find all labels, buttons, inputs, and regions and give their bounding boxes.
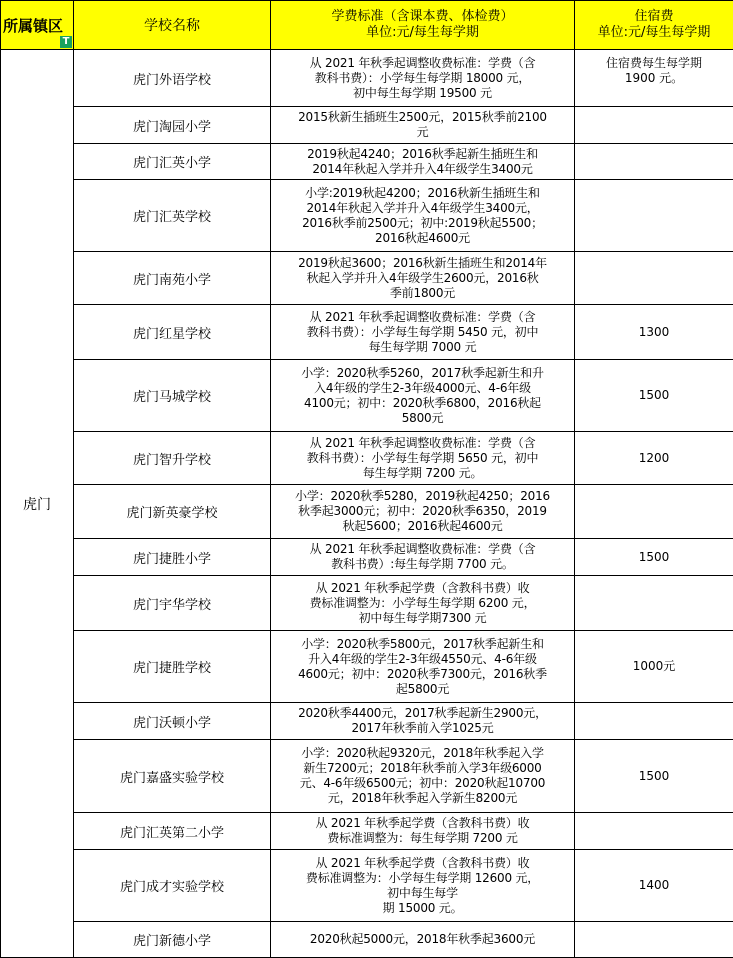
table-row — [1, 631, 733, 703]
school-name: 虎门外语学校 — [74, 50, 271, 107]
board-cell — [575, 703, 733, 740]
table-row — [1, 305, 733, 360]
table-row — [1, 922, 733, 958]
header-town: 所属镇区 T — [1, 1, 74, 50]
school-name: 虎门淘园小学 — [74, 107, 271, 144]
fee-cell: 从 2021 年秋季起学费（含教科书费）收 费标准调整为：小学每生每学期 6200 元， 初中每生每学期7300 元 — [271, 576, 575, 631]
table-row — [1, 740, 733, 813]
school-name: 虎门汇英第二小学 — [74, 813, 271, 850]
school-name: 虎门红星学校 — [74, 305, 271, 360]
school-name: 虎门宇华学校 — [74, 576, 271, 631]
school-name: 虎门捷胜学校 — [74, 631, 271, 703]
board-cell — [575, 922, 733, 958]
school-name: 虎门汇英小学 — [74, 144, 271, 180]
header-school: 学校名称 — [74, 1, 271, 50]
board-cell: 1500 — [575, 740, 733, 813]
table-row — [1, 252, 733, 305]
table-row — [1, 539, 733, 576]
fee-cell: 从 2021 年秋季起调整收费标准：学费（含 教科书费）:每生每学期 7700 元。 — [271, 539, 575, 576]
table-row — [1, 50, 733, 107]
board-cell: 1300 — [575, 305, 733, 360]
school-name: 虎门捷胜小学 — [74, 539, 271, 576]
school-name: 虎门汇英学校 — [74, 180, 271, 252]
town-cell: 虎门 — [1, 50, 74, 958]
fee-cell: 小学:2019秋起4200；2016秋新生插班生和 2014年秋起入学并升入4年级学生3400元， 2016秋季前2500元；初中:2019秋起5500； 2016秋起4600元 — [271, 180, 575, 252]
board-cell — [575, 252, 733, 305]
fee-cell: 小学：2020秋起9320元，2018年秋季起入学 新生7200元；2018年秋季前入学3年级6000 元、4-6年级6500元；初中：2020秋起10700 元，2018年秋季起入学新生8200元 — [271, 740, 575, 813]
fee-cell: 2015秋新生插班生2500元，2015秋季前2100 元 — [271, 107, 575, 144]
board-cell — [575, 107, 733, 144]
school-name: 虎门新英豪学校 — [74, 485, 271, 539]
table-row — [1, 576, 733, 631]
fee-cell: 小学：2020秋季5800元，2017秋季起新生和 升入4年级的学生2-3年级4550元、4-6年级 4600元；初中：2020秋季7300元，2016秋季 起5800元 — [271, 631, 575, 703]
school-name: 虎门嘉盛实验学校 — [74, 740, 271, 813]
table-row — [1, 180, 733, 252]
board-cell: 1500 — [575, 360, 733, 432]
table-row — [1, 485, 733, 539]
fee-cell: 2019秋起4240；2016秋季起新生插班生和 2014年秋起入学并升入4年级学生3400元 — [271, 144, 575, 180]
table-row — [1, 850, 733, 922]
fee-cell: 2020秋起5000元，2018年秋季起3600元 — [271, 922, 575, 958]
board-cell: 1000元 — [575, 631, 733, 703]
table-row — [1, 107, 733, 144]
table-row — [1, 432, 733, 485]
fee-cell: 从 2021 年秋季起调整收费标准：学费（含 教科书费）：小学每生每学期 5650 元，初中 每生每学期 7200 元。 — [271, 432, 575, 485]
fee-cell: 从 2021 年秋季起学费（含教科书费）收 费标准调整为：小学每生每学期 12600 元， 初中每生每学 期 15000 元。 — [271, 850, 575, 922]
school-name: 虎门成才实验学校 — [74, 850, 271, 922]
school-name: 虎门智升学校 — [74, 432, 271, 485]
board-cell: 1200 — [575, 432, 733, 485]
header-row — [1, 1, 733, 50]
fee-cell: 从 2021 年秋季起学费（含教科书费）收 费标准调整为：每生每学期 7200 元 — [271, 813, 575, 850]
table-row — [1, 144, 733, 180]
board-cell — [575, 576, 733, 631]
fee-cell: 小学：2020秋季5260，2017秋季起新生和升 入4年级的学生2-3年级4000元、4-6年级 4100元；初中：2020秋季6800，2016秋起 5800元 — [271, 360, 575, 432]
header-fee: 学费标准（含课本费、体检费） 单位:元/每生每学期 — [271, 1, 575, 50]
board-cell — [575, 485, 733, 539]
fee-cell: 2019秋起3600；2016秋新生插班生和2014年 秋起入学并升入4年级学生2600元，2016秋 季前1800元 — [271, 252, 575, 305]
board-cell — [575, 144, 733, 180]
table-row — [1, 703, 733, 740]
fee-cell: 从 2021 年秋季起调整收费标准：学费（含 教科书费）：小学每生每学期 5450 元，初中 每生每学期 7000 元 — [271, 305, 575, 360]
header-board: 住宿费 单位:元/每生每学期 — [575, 1, 733, 50]
board-cell: 1500 — [575, 539, 733, 576]
board-cell — [575, 180, 733, 252]
board-cell: 住宿费每生每学期 1900 元。 — [575, 50, 733, 107]
school-name: 虎门新德小学 — [74, 922, 271, 958]
school-name: 虎门南苑小学 — [74, 252, 271, 305]
board-cell: 1400 — [575, 850, 733, 922]
table-row — [1, 360, 733, 432]
board-cell — [575, 813, 733, 850]
fee-cell: 从 2021 年秋季起调整收费标准：学费（含 教科书费）：小学每生每学期 18000 元， 初中每生每学期 19500 元 — [271, 50, 575, 107]
text-tag-icon[interactable]: T — [60, 36, 72, 48]
fee-cell: 2020秋季4400元，2017秋季起新生2900元， 2017年秋季前入学1025元 — [271, 703, 575, 740]
table-row — [1, 813, 733, 850]
school-name: 虎门马城学校 — [74, 360, 271, 432]
school-name: 虎门沃顿小学 — [74, 703, 271, 740]
fee-cell: 小学：2020秋季5280，2019秋起4250；2016 秋季起3000元；初中：2020秋季6350，2019 秋起5600；2016秋起4600元 — [271, 485, 575, 539]
